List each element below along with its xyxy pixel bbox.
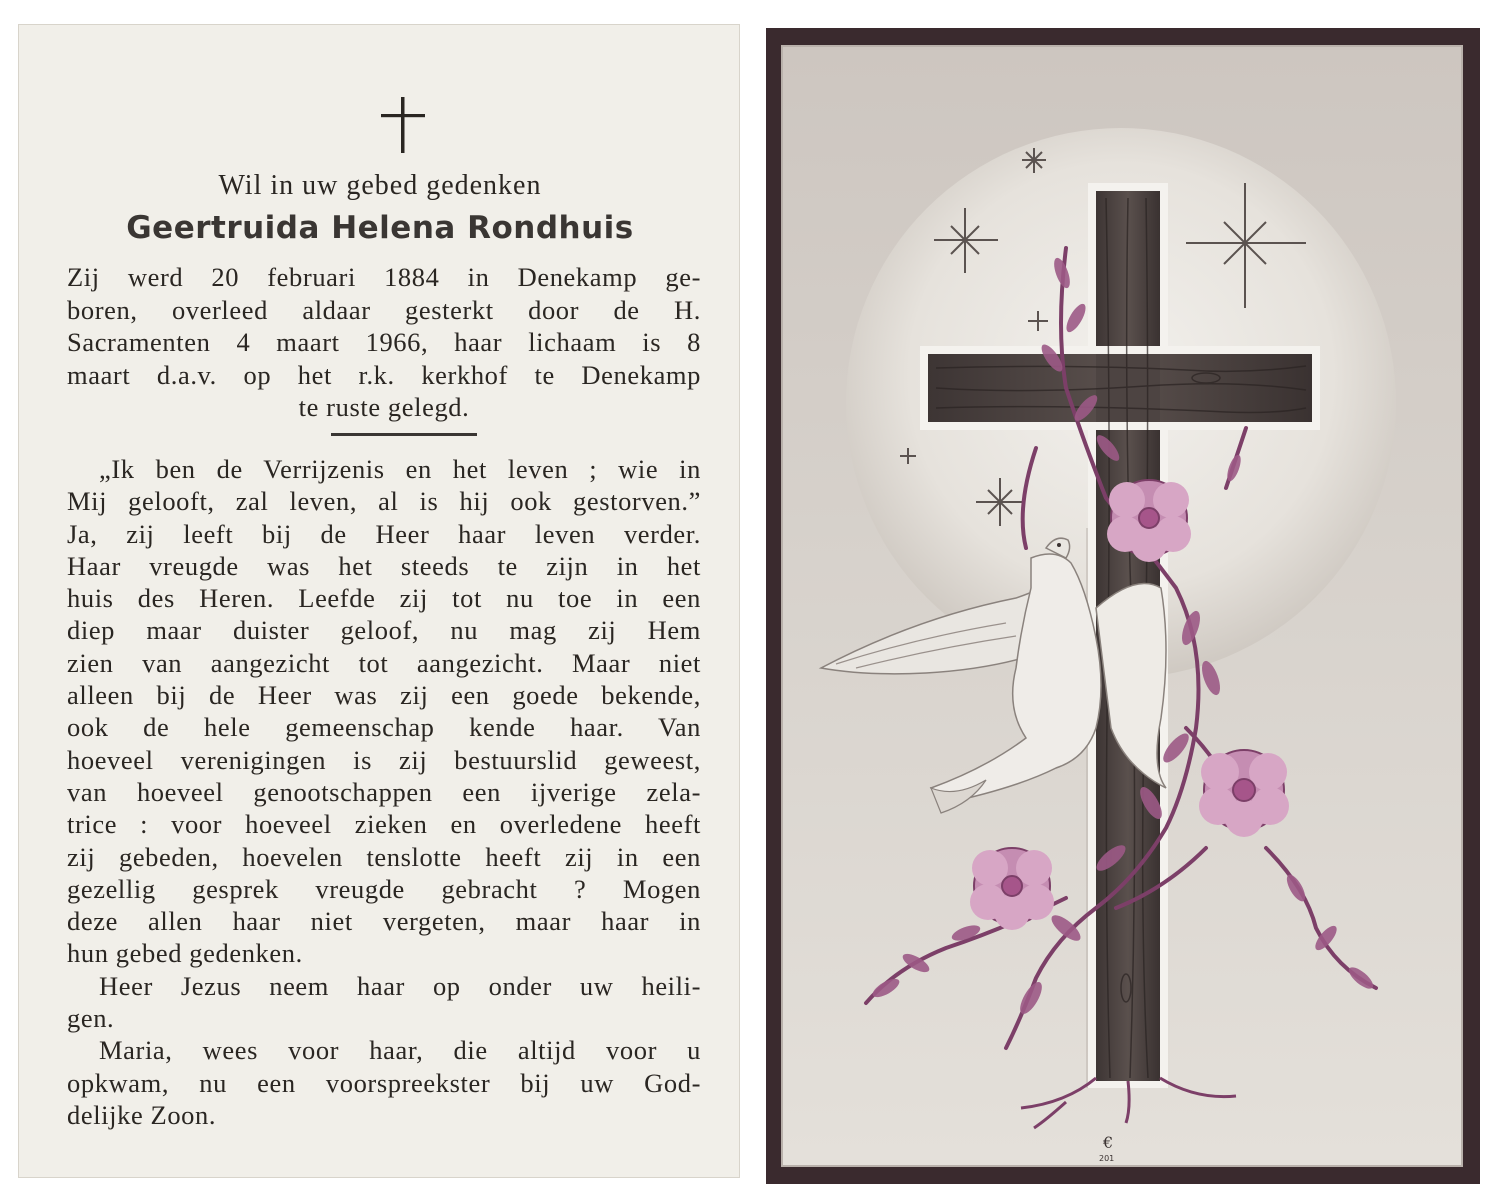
print-number: 201 [1099, 1154, 1115, 1163]
bio-line: boren, overleed aldaar gesterkt door de H. [67, 294, 701, 325]
text-line: zij gebeden, hoevelen tenslotte heeft zij in een [67, 841, 701, 872]
divider [331, 433, 477, 436]
intro-text: Wil in uw gebed gedenken [218, 170, 542, 201]
text-line: alleen bij de Heer was zij een goede bekende, [67, 680, 701, 711]
text-line: „Ik ben de Verrijzenis en het leven ; wie in [99, 454, 701, 484]
memorial-text [67, 453, 701, 1131]
text-line: diep maar duister geloof, nu mag zij Hem [67, 615, 701, 646]
biography [67, 261, 701, 424]
artist-mark: € [1103, 1133, 1114, 1152]
text-line: gen. [67, 1003, 115, 1034]
cross-dove-illustration [766, 28, 1480, 1184]
bio-line: te ruste gelegd. [298, 392, 470, 422]
bio-line: Zij werd 20 februari 1884 in Denekamp ge- [67, 262, 701, 292]
text-line: hun gebed gedenken. [67, 938, 303, 969]
cross-icon [381, 97, 425, 153]
text-line: huis des Heren. Leefde zij tot nu toe in een [67, 583, 701, 614]
bio-line: maart d.a.v. op het r.k. kerkhof te Denekamp [67, 359, 701, 390]
text-line: delijke Zoon. [67, 1099, 217, 1130]
text-line: Heer Jezus neem haar op onder uw heili- [99, 970, 701, 1001]
text-line: trice : voor hoeveel zieken en overledene heeft [67, 809, 701, 840]
text-line: Maria, wees voor haar, die altijd voor u [99, 1035, 701, 1066]
deceased-name: Geertruida Helena Rondhuis [126, 210, 634, 246]
illustration-card [766, 28, 1480, 1184]
text-line: opkwam, nu een voorspreekster bij uw God- [67, 1067, 701, 1098]
text-line: ook de hele gemeenschap kende haar. Van [67, 712, 701, 743]
text-line: hoeveel verenigingen is zij bestuurslid geweest, [67, 744, 701, 775]
text-line: Mij gelooft, zal leven, al is hij ook gestorven.” [67, 486, 701, 517]
text-line: van hoeveel genootschappen een ijverige zela- [67, 776, 701, 807]
text-line: Haar vreugde was het steeds te zijn in het [67, 550, 701, 581]
text-line: gezellig gesprek vreugde gebracht ? Mogen [67, 873, 701, 904]
text-line: Ja, zij leeft bij de Heer haar leven verder. [67, 518, 701, 549]
text-card [18, 24, 740, 1178]
bio-line: Sacramenten 4 maart 1966, haar lichaam is 8 [67, 327, 701, 357]
text-line: deze allen haar niet vergeten, maar haar in [67, 906, 701, 937]
text-line: zien van aangezicht tot aangezicht. Maar niet [67, 647, 701, 678]
